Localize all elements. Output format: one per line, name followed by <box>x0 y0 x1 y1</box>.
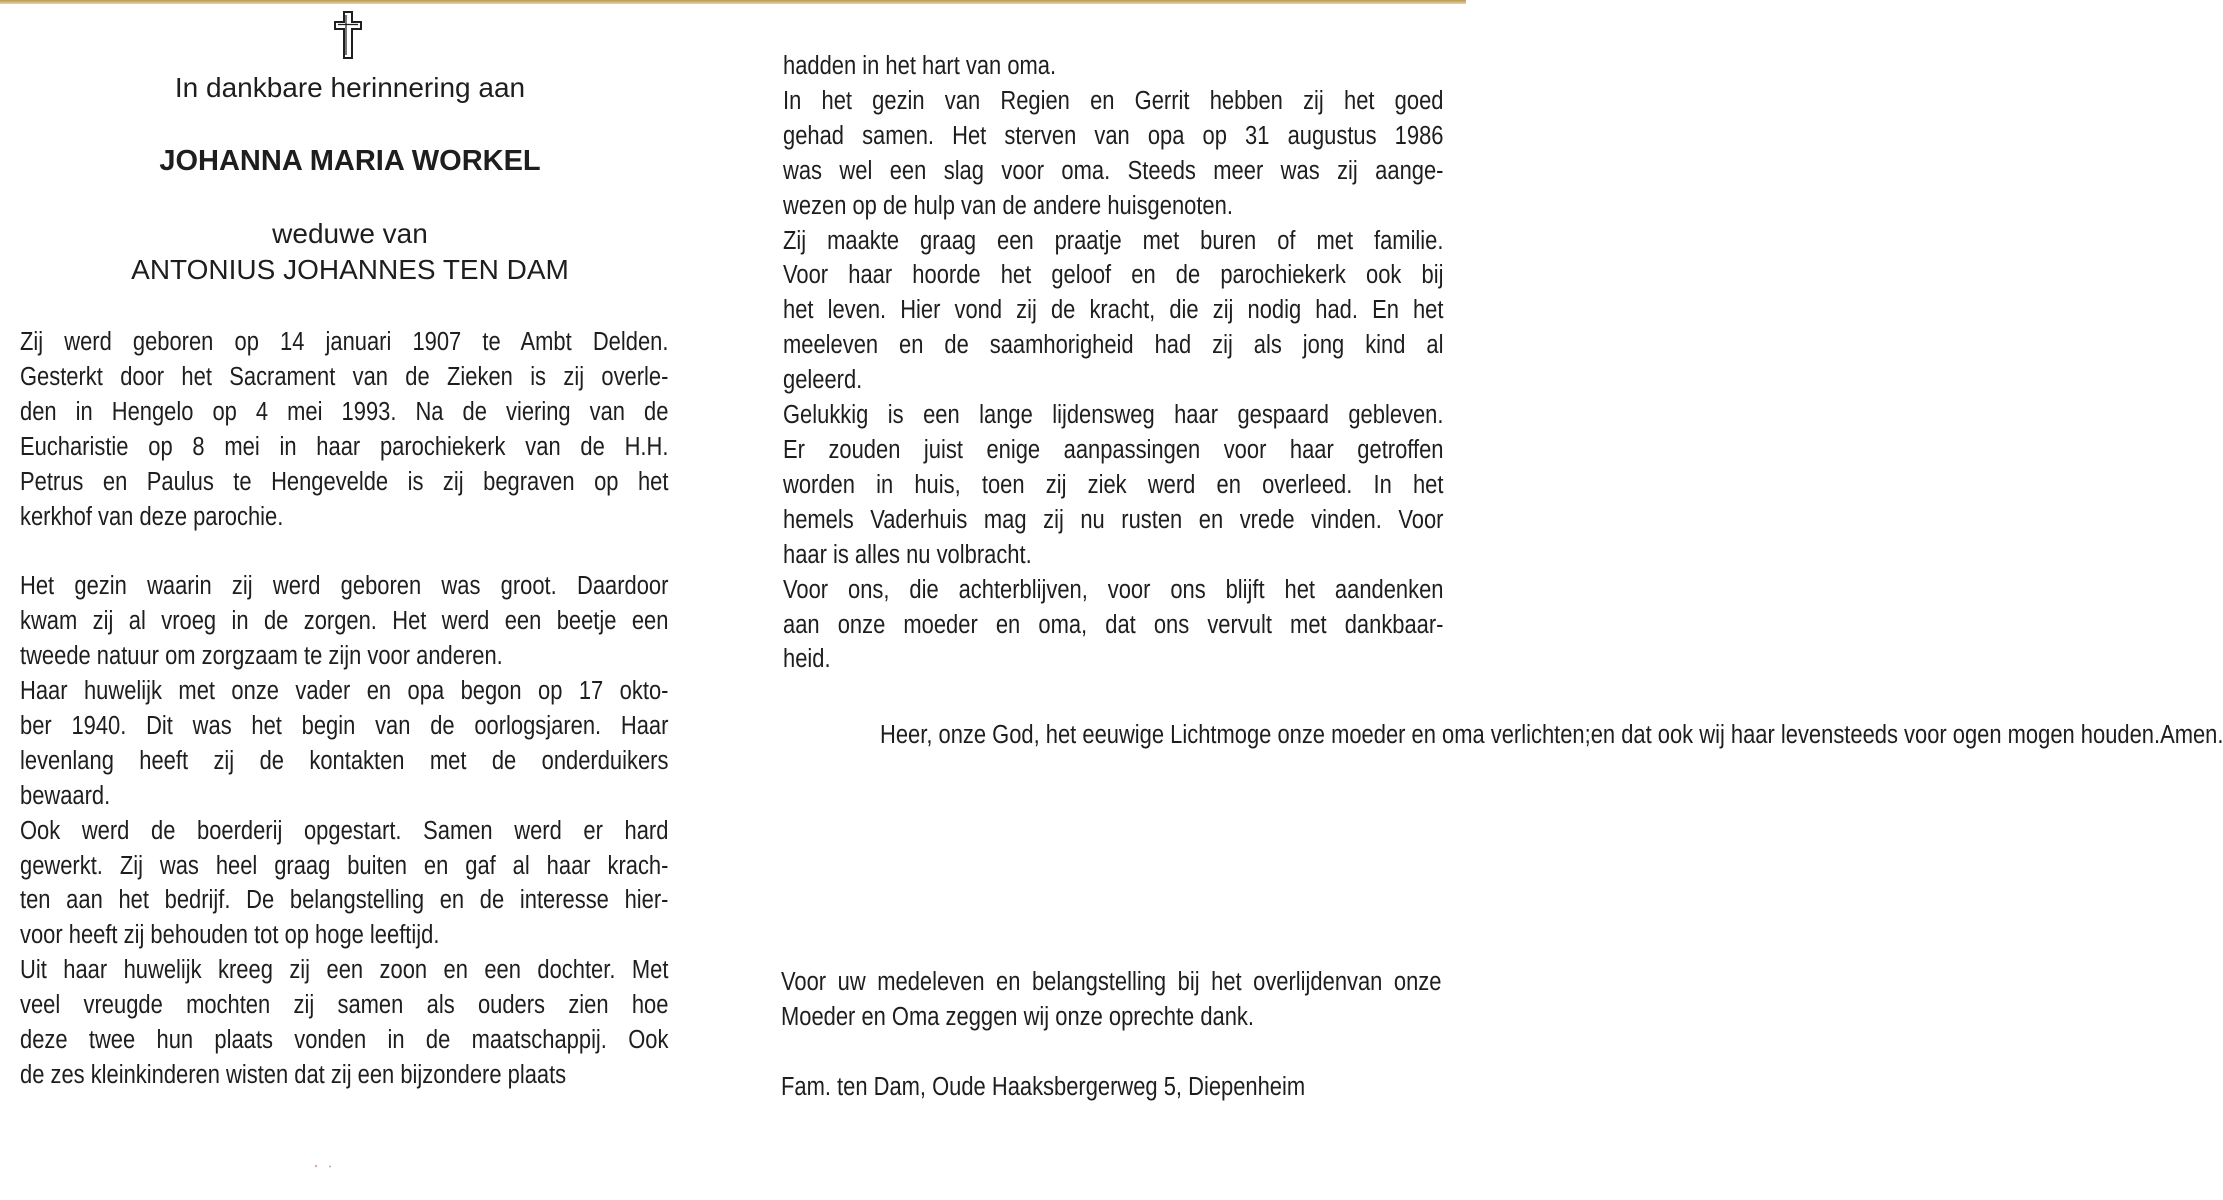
paragraph-line: heid. <box>783 645 831 674</box>
paragraph-line: Zij werd geboren op 14 januari 1907 te Ambt Delden. <box>20 328 669 356</box>
prayer-line: moge onze moeder en oma verlichten; <box>1216 721 1591 749</box>
family-signature: Fam. ten Dam, Oude Haaksbergerweg 5, Diepenheim <box>781 1073 1306 1101</box>
paragraph-line: Petrus en Paulus te Hengevelde is zij begraven op het <box>20 467 669 496</box>
paragraph-line <box>20 534 668 569</box>
paragraph-line: geleerd. <box>783 366 863 395</box>
paragraph-line: meeleven en de saamhorigheid had zij als jong kind al <box>783 331 1444 360</box>
paragraph-line: Zij maakte graag een praatje met buren of met familie. <box>783 226 1444 255</box>
paragraph-line: voor heeft zij behouden tot op hoge leeftijd. <box>20 921 440 950</box>
prayer-line: en dat ook wij haar leven <box>1590 721 1834 749</box>
prayer-line: steeds voor ogen mogen houden. <box>1833 721 2161 749</box>
paragraph-line: aan onze moeder en oma, dat ons vervult met dankbaar- <box>783 610 1444 639</box>
biography-right-column <box>783 49 1443 677</box>
paragraph-line: gehad samen. Het sterven van opa op 31 augustus 1986 <box>783 121 1444 150</box>
paragraph-line: was wel een slag voor oma. Steeds meer was zij aange- <box>783 156 1444 185</box>
thanks-line: van onze Moeder en Oma zeggen wij onze oprechte dank. <box>781 968 1442 1031</box>
thanks-line: Voor uw medeleven en belangstelling bij het overlijden <box>781 968 1348 996</box>
paragraph-line: Het gezin waarin zij werd geboren was groot. Daardoor <box>20 572 669 601</box>
prayer-line: Heer, onze God, het eeuwige Licht <box>880 721 1217 749</box>
paragraph-line: Uit haar huwelijk kreeg zij een zoon en een dochter. Met <box>20 956 669 985</box>
paragraph-line: In het gezin van Regien en Gerrit hebben zij het goed <box>783 86 1444 115</box>
paragraph-line: Haar huwelijk met onze vader en opa begon op 17 okto- <box>20 677 669 706</box>
widow-label: weduwe van <box>272 218 428 249</box>
paragraph-line: gewerkt. Zij was heel graag buiten en gaf al haar krach- <box>20 851 669 880</box>
paragraph-line: Voor haar hoorde het geloof en de parochiekerk ook bij <box>783 261 1444 290</box>
paragraph-line: wezen op de hulp van de andere huisgenoten. <box>783 191 1233 220</box>
paragraph-line: hemels Vaderhuis mag zij nu rusten en vrede vinden. Voor <box>783 505 1444 534</box>
prayer-line: Amen. <box>2160 721 2223 749</box>
paragraph-line: veel vreugde mochten zij samen als ouders zien hoe <box>20 991 669 1020</box>
paragraph-line: den in Hengelo op 4 mei 1993. Na de viering van de <box>20 397 669 426</box>
paragraph-line: de zes kleinkinderen wisten dat zij een bijzondere plaats <box>20 1061 567 1090</box>
intro-text: In dankbare herinnering aan <box>174 72 526 103</box>
paragraph-line: Er zouden juist enige aanpassingen voor haar getroffen <box>783 435 1444 464</box>
paragraph-line: Eucharistie op 8 mei in haar parochiekerk van de H.H. <box>20 432 669 461</box>
paragraph-line: levenlang heeft zij de kontakten met de onderduikers <box>20 746 669 775</box>
paragraph-line: Gelukkig is een lange lijdensweg haar gespaard gebleven. <box>783 401 1444 430</box>
spouse-name: ANTONIUS JOHANNES TEN DAM <box>131 254 569 285</box>
cross-icon <box>333 10 363 60</box>
thanks-text <box>781 965 1441 1035</box>
paragraph-line: kwam zij al vroeg in de zorgen. Het werd een beetje een <box>20 607 669 636</box>
paragraph-line: haar is alles nu volbracht. <box>783 540 1032 569</box>
paragraph-line: bewaard. <box>20 781 111 810</box>
paragraph-line: Ook werd de boerderij opgestart. Samen werd er hard <box>20 816 669 845</box>
biography-left-column <box>20 325 668 1093</box>
paragraph-line: Gesterkt door het Sacrament van de Zieken is zij overle- <box>20 362 669 391</box>
paragraph-line: kerkhof van deze parochie. <box>20 502 284 531</box>
card-top-border <box>0 0 1466 4</box>
paragraph-line: Voor ons, die achterblijven, voor ons blijft het aandenken <box>783 575 1444 604</box>
paragraph-line: ber 1940. Dit was het begin van de oorlogsjaren. Haar <box>20 711 669 740</box>
paper-speck <box>310 1164 340 1168</box>
paragraph-line: deze twee hun plaats vonden in de maatschappij. Ook <box>20 1026 669 1055</box>
deceased-name: JOHANNA MARIA WORKEL <box>159 145 541 177</box>
paragraph-line: worden in huis, toen zij ziek werd en overleed. In het <box>783 470 1444 499</box>
paragraph-line: ten aan het bedrijf. De belangstelling en de interesse hier- <box>20 886 669 915</box>
paragraph-line: hadden in het hart van oma. <box>783 52 1057 80</box>
prayer-verse <box>880 718 2223 753</box>
paragraph-line: het leven. Hier vond zij de kracht, die zij nodig had. En het <box>783 296 1444 325</box>
paragraph-line: tweede natuur om zorgzaam te zijn voor anderen. <box>20 642 503 671</box>
